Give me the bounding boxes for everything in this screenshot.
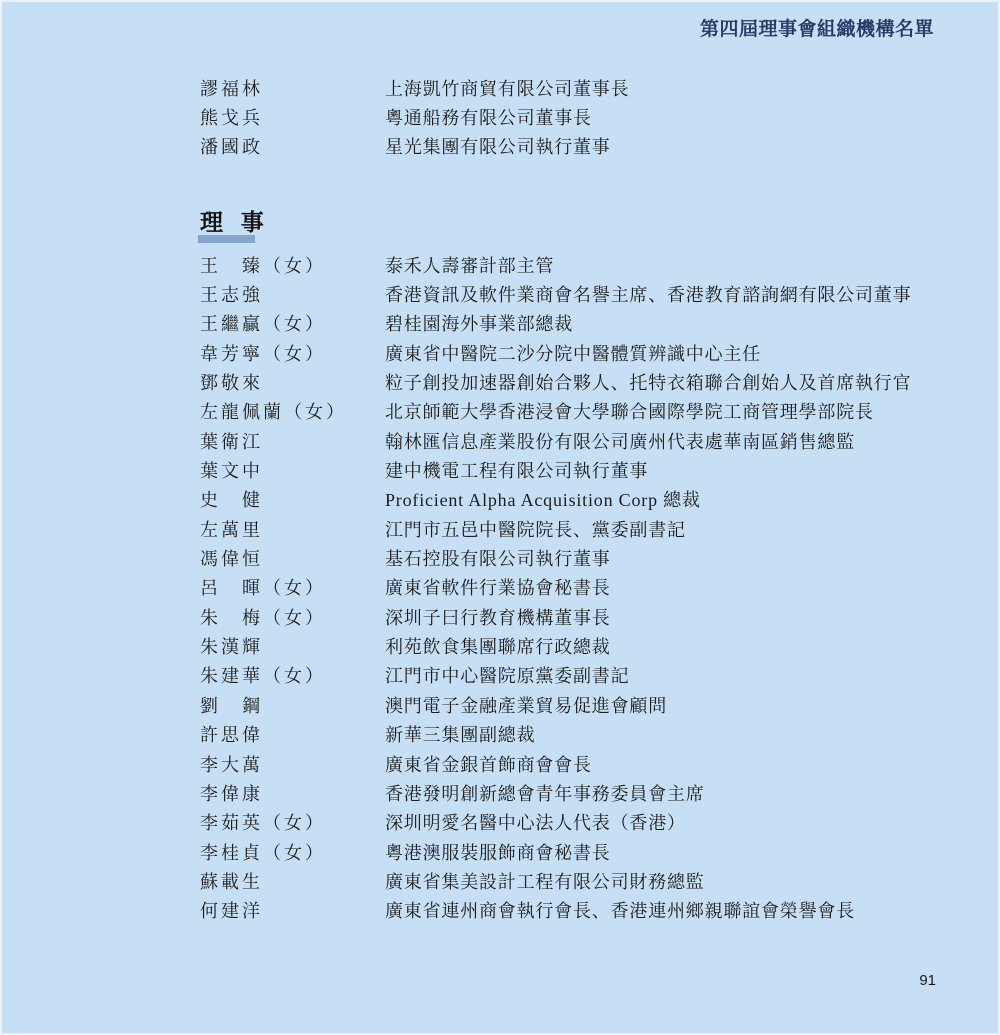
member-name: 李大萬	[200, 754, 263, 775]
member-row	[200, 896, 940, 925]
member-title: 香港發明創新總會青年事務委員會主席	[385, 783, 705, 804]
member-title: 廣東省集美設計工程有限公司財務總監	[385, 871, 705, 892]
member-row	[200, 73, 940, 102]
member-name: 韋芳寧（女）	[200, 343, 326, 364]
member-row	[200, 485, 940, 514]
member-row	[200, 808, 940, 837]
member-name: 王 臻（女）	[200, 255, 326, 276]
member-name: 蘇載生	[200, 871, 263, 892]
member-row	[200, 102, 940, 131]
member-name: 熊戈兵	[200, 108, 263, 129]
member-row	[200, 426, 940, 455]
member-name: 朱建華（女）	[200, 666, 326, 687]
member-name: 謬福林	[200, 78, 263, 99]
member-name: 左龍佩蘭（女）	[200, 402, 347, 423]
member-title: 粒子創投加速器創始合夥人、托特衣箱聯合創始人及首席執行官	[385, 373, 912, 394]
member-row	[200, 690, 940, 719]
member-title: 江門市五邑中醫院院長、黨委副書記	[385, 519, 686, 540]
member-name: 潘國政	[200, 137, 263, 158]
member-name: 葉文中	[200, 461, 263, 482]
member-title: 廣東省連州商會執行會長、香港連州鄉親聯誼會榮譽會長	[385, 901, 855, 922]
member-row	[200, 749, 940, 778]
member-row	[200, 866, 940, 895]
member-title: 翰林匯信息產業股份有限公司廣州代表處華南區銷售總監	[385, 431, 855, 452]
member-title: 建中機電工程有限公司執行董事	[385, 461, 649, 482]
member-name: 史 健	[200, 490, 263, 511]
member-row	[200, 573, 940, 602]
member-title: 粵港澳服裝服飾商會秘書長	[385, 842, 611, 863]
member-title: 廣東省金銀首飾商會會長	[385, 754, 592, 775]
member-name: 王繼贏（女）	[200, 314, 326, 335]
member-row	[200, 720, 940, 749]
member-name: 許思偉	[200, 725, 263, 746]
member-row	[200, 778, 940, 807]
member-row	[200, 631, 940, 660]
member-title: 基石控股有限公司執行董事	[385, 549, 611, 570]
member-row	[200, 367, 940, 396]
section-heading-underline	[198, 235, 255, 243]
member-title: 江門市中心醫院原黨委副書記	[385, 666, 630, 687]
member-title: 深圳明愛名醫中心法人代表（香港）	[385, 813, 686, 834]
member-name: 劉 鋼	[200, 695, 263, 716]
member-name: 李桂貞（女）	[200, 842, 326, 863]
member-title: 泰禾人壽審計部主管	[385, 255, 555, 276]
member-name: 呂 暉（女）	[200, 578, 326, 599]
member-row	[200, 250, 940, 279]
member-title: 利苑飲食集團聯席行政總裁	[385, 637, 611, 658]
member-name: 左萬里	[200, 519, 263, 540]
member-title: 新華三集團副總裁	[385, 725, 536, 746]
section-heading: 理 事	[200, 210, 266, 235]
member-name: 朱漢輝	[200, 637, 263, 658]
member-title: 星光集團有限公司執行董事	[385, 137, 611, 158]
member-name: 李茹英（女）	[200, 813, 326, 834]
member-title: 深圳子曰行教育機構董事長	[385, 607, 611, 628]
member-title: 碧桂園海外事業部總裁	[385, 314, 573, 335]
member-name: 馮偉恒	[200, 549, 263, 570]
member-row	[200, 661, 940, 690]
member-title: 廣東省中醫院二沙分院中醫體質辨識中心主任	[385, 343, 761, 364]
member-name: 朱 梅（女）	[200, 607, 326, 628]
member-row	[200, 837, 940, 866]
page-number: 91	[919, 972, 936, 989]
member-row	[200, 309, 940, 338]
member-row	[200, 397, 940, 426]
member-row	[200, 543, 940, 572]
member-row	[200, 279, 940, 308]
member-title: Proficient Alpha Acquisition Corp 總裁	[385, 490, 701, 511]
member-name: 何建洋	[200, 901, 263, 922]
member-title: 北京師範大學香港浸會大學聯合國際學院工商管理學部院長	[385, 402, 874, 423]
member-name: 葉衛江	[200, 431, 263, 452]
member-title: 廣東省軟件行業協會秘書長	[385, 578, 611, 599]
member-row	[200, 602, 940, 631]
member-title: 粵通船務有限公司董事長	[385, 108, 592, 129]
member-row	[200, 455, 940, 484]
member-row	[200, 338, 940, 367]
member-title: 澳門電子金融產業貿易促進會顧問	[385, 695, 667, 716]
member-name: 鄧敬來	[200, 373, 263, 394]
member-row	[200, 514, 940, 543]
member-row	[200, 132, 940, 161]
member-name: 王志強	[200, 285, 263, 306]
member-name: 李偉康	[200, 783, 263, 804]
member-title: 上海凱竹商貿有限公司董事長	[385, 78, 630, 99]
page-header-title: 第四屆理事會組織機構名單	[699, 19, 934, 40]
top-officers-list	[200, 73, 940, 161]
member-title: 香港資訊及軟件業商會名譽主席、香港教育諮詢網有限公司董事	[385, 285, 912, 306]
directors-list	[200, 250, 940, 925]
